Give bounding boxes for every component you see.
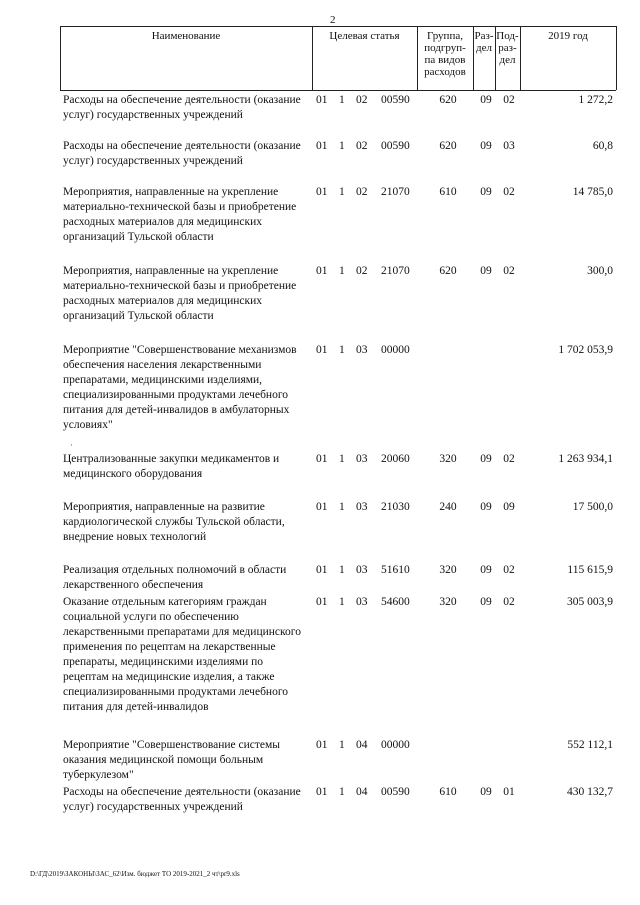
row-subsection: 03 bbox=[503, 140, 515, 152]
row-code-direction: 00590 bbox=[381, 786, 410, 798]
row-code-direction: 54600 bbox=[381, 596, 410, 608]
row-code-program: 01 bbox=[316, 564, 328, 576]
header-subsection-line: Под- bbox=[496, 30, 519, 42]
row-code-event: 03 bbox=[356, 501, 368, 513]
row-section: 09 bbox=[480, 596, 492, 608]
row-code-program: 01 bbox=[316, 453, 328, 465]
row-amount: 305 003,9 bbox=[567, 596, 613, 608]
row-name: Расходы на обеспечение деятельности (оказание услуг) государственных учреждений bbox=[63, 94, 301, 121]
row-code-direction: 51610 bbox=[381, 564, 410, 576]
header-group-line: па видов bbox=[424, 54, 466, 66]
row-code-direction: 00590 bbox=[381, 94, 410, 106]
row-name: Мероприятия, направленные на развитие кардиологической службы Тульской области, внедрение новых технологий bbox=[63, 501, 285, 543]
row-code-program: 01 bbox=[316, 596, 328, 608]
row-section: 09 bbox=[480, 94, 492, 106]
row-code-event: 02 bbox=[356, 140, 368, 152]
row-name: Расходы на обеспечение деятельности (оказание услуг) государственных учреждений bbox=[63, 786, 301, 813]
row-code-subprogram: 1 bbox=[339, 186, 345, 198]
file-path-footer: D:\ГД\2019\ЗАКОНЫ\ЗАС_62\Изм. бюджет ТО 2019-2021_2 чт\pr9.xls bbox=[30, 870, 240, 878]
row-code-direction: 20060 bbox=[381, 453, 410, 465]
row-code-program: 01 bbox=[316, 786, 328, 798]
row-code-program: 01 bbox=[316, 94, 328, 106]
row-group: 320 bbox=[439, 596, 457, 608]
header-year: 2019 год bbox=[548, 30, 588, 42]
header-group bbox=[417, 30, 473, 78]
page-number: 2 bbox=[330, 14, 336, 26]
scan-mark: · bbox=[70, 440, 73, 450]
header-section bbox=[473, 30, 495, 54]
row-amount: 1 702 053,9 bbox=[558, 344, 613, 356]
row-name: Мероприятие "Совершенствование системы оказания медицинской помощи больным туберкулезом" bbox=[63, 739, 281, 781]
row-code-event: 04 bbox=[356, 739, 368, 751]
row-group: 240 bbox=[439, 501, 457, 513]
row-code-direction: 21070 bbox=[381, 186, 410, 198]
row-code-subprogram: 1 bbox=[339, 596, 345, 608]
row-name: Реализация отдельных полномочий в области лекарственного обеспечения bbox=[63, 564, 287, 591]
row-code-direction: 00590 bbox=[381, 140, 410, 152]
row-code-subprogram: 1 bbox=[339, 501, 345, 513]
row-amount: 115 615,9 bbox=[567, 564, 613, 576]
row-code-event: 02 bbox=[356, 94, 368, 106]
row-group: 620 bbox=[439, 140, 457, 152]
row-subsection: 01 bbox=[503, 786, 515, 798]
row-section: 09 bbox=[480, 564, 492, 576]
row-amount: 14 785,0 bbox=[572, 186, 613, 198]
row-code-direction: 21070 bbox=[381, 265, 410, 277]
row-subsection: 02 bbox=[503, 453, 515, 465]
row-subsection: 09 bbox=[503, 501, 515, 513]
row-amount: 17 500,0 bbox=[572, 501, 613, 513]
row-code-subprogram: 1 bbox=[339, 786, 345, 798]
header-subsection bbox=[495, 30, 520, 66]
row-name: Мероприятия, направленные на укрепление материально-технической базы и приобретение расходных материалов для медицинских организаций Тульской области bbox=[63, 186, 297, 243]
header-group-line: подгруп- bbox=[424, 42, 466, 54]
header-group-line: расходов bbox=[424, 66, 466, 78]
row-name: Мероприятие "Совершенствование механизмов обеспечения населения лекарственными препаратами, медицинскими изделиями, специализированными продуктами лечебного питания для детей-инвалидов в амбулаторных условиях" bbox=[63, 344, 297, 431]
row-subsection: 02 bbox=[503, 564, 515, 576]
row-section: 09 bbox=[480, 265, 492, 277]
row-code-subprogram: 1 bbox=[339, 140, 345, 152]
row-name: Оказание отдельным категориям граждан социальной услуги по обеспечению лекарственными препаратами для медицинского применения по рецептам на лекарственные препараты, медицинскими изделиями по рецептам на медицинские изделия, а также специализированными продуктами лечебного питания для детей-инвалидов bbox=[63, 596, 301, 713]
row-code-subprogram: 1 bbox=[339, 453, 345, 465]
row-subsection: 02 bbox=[503, 265, 515, 277]
row-name: Мероприятия, направленные на укрепление материально-технической базы и приобретение расходных материалов для медицинских организаций Тульской области bbox=[63, 265, 297, 322]
row-code-subprogram: 1 bbox=[339, 265, 345, 277]
header-section-line: Раз- bbox=[474, 30, 494, 42]
row-code-subprogram: 1 bbox=[339, 94, 345, 106]
row-name: Расходы на обеспечение деятельности (оказание услуг) государственных учреждений bbox=[63, 140, 301, 167]
header-target: Целевая статья bbox=[329, 30, 400, 42]
row-code-program: 01 bbox=[316, 140, 328, 152]
row-code-event: 04 bbox=[356, 786, 368, 798]
header-group-line: Группа, bbox=[427, 30, 463, 42]
row-code-event: 03 bbox=[356, 596, 368, 608]
row-group: 620 bbox=[439, 265, 457, 277]
row-amount: 60,8 bbox=[592, 140, 613, 152]
row-group: 620 bbox=[439, 94, 457, 106]
row-code-event: 03 bbox=[356, 344, 368, 356]
row-code-event: 03 bbox=[356, 564, 368, 576]
row-group: 610 bbox=[439, 786, 457, 798]
row-subsection: 02 bbox=[503, 186, 515, 198]
header-section-line: дел bbox=[476, 42, 492, 54]
row-code-program: 01 bbox=[316, 739, 328, 751]
row-code-event: 02 bbox=[356, 186, 368, 198]
row-section: 09 bbox=[480, 786, 492, 798]
row-subsection: 02 bbox=[503, 94, 515, 106]
row-code-program: 01 bbox=[316, 186, 328, 198]
row-section: 09 bbox=[480, 140, 492, 152]
header-divider bbox=[616, 26, 617, 90]
row-code-program: 01 bbox=[316, 344, 328, 356]
row-name: Централизованные закупки медикаментов и медицинского оборудования bbox=[63, 453, 280, 480]
row-code-subprogram: 1 bbox=[339, 739, 345, 751]
header-subsection-line: раз- bbox=[498, 42, 517, 54]
row-group: 610 bbox=[439, 186, 457, 198]
row-code-program: 01 bbox=[316, 265, 328, 277]
row-subsection: 02 bbox=[503, 596, 515, 608]
header-bottom-border bbox=[60, 90, 616, 91]
row-group: 320 bbox=[439, 564, 457, 576]
row-code-direction: 21030 bbox=[381, 501, 410, 513]
row-amount: 1 272,2 bbox=[578, 94, 613, 106]
row-section: 09 bbox=[480, 501, 492, 513]
row-code-program: 01 bbox=[316, 501, 328, 513]
row-group: 320 bbox=[439, 453, 457, 465]
header-subsection-line: дел bbox=[499, 54, 516, 66]
header-name: Наименование bbox=[151, 30, 221, 42]
row-section: 09 bbox=[480, 186, 492, 198]
row-amount: 1 263 934,1 bbox=[558, 453, 613, 465]
row-code-direction: 00000 bbox=[381, 344, 410, 356]
row-amount: 552 112,1 bbox=[567, 739, 613, 751]
header-top-border bbox=[60, 26, 616, 27]
row-section: 09 bbox=[480, 453, 492, 465]
row-amount: 430 132,7 bbox=[567, 786, 613, 798]
row-code-event: 03 bbox=[356, 453, 368, 465]
row-code-subprogram: 1 bbox=[339, 344, 345, 356]
row-code-direction: 00000 bbox=[381, 739, 410, 751]
row-amount: 300,0 bbox=[587, 265, 613, 277]
row-code-event: 02 bbox=[356, 265, 368, 277]
row-code-subprogram: 1 bbox=[339, 564, 345, 576]
